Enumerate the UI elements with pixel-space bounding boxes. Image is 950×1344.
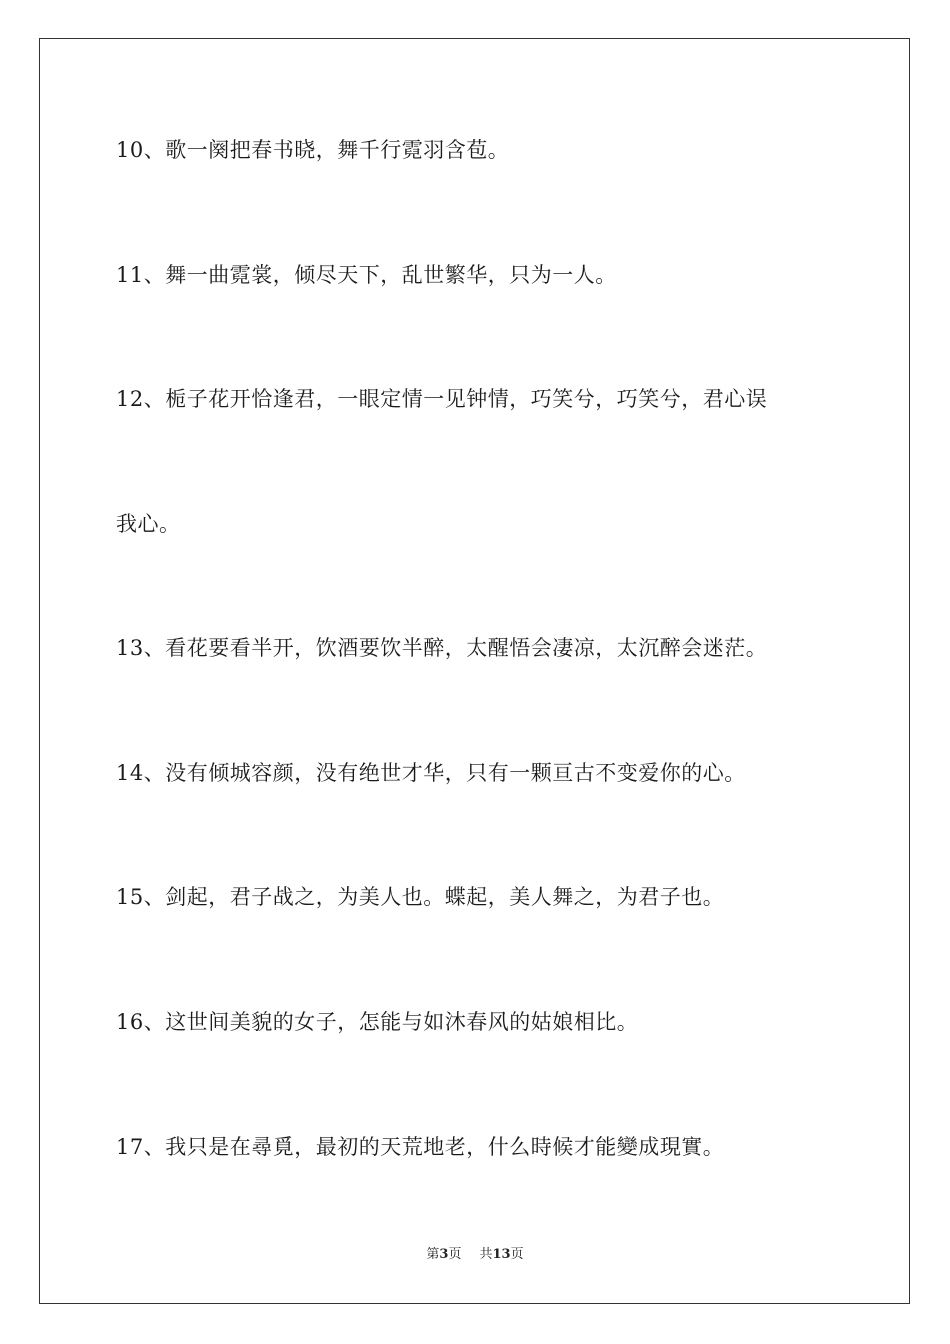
total-pages: 13 xyxy=(492,1247,511,1262)
page-prefix: 第 xyxy=(426,1247,440,1262)
total-suffix: 页 xyxy=(510,1247,524,1262)
text-line-11: 11、舞一曲霓裳，倾尽天下，乱世繁华，只为一人。 xyxy=(116,263,617,287)
text-line-10: 10、歌一阕把春书晓，舞千行霓羽含苞。 xyxy=(116,138,510,162)
text-line-13: 13、看花要看半开，饮酒要饮半醉，太醒悟会凄凉，太沉醉会迷茫。 xyxy=(116,636,768,660)
page-footer xyxy=(0,1246,950,1264)
text-line-15: 15、剑起，君子战之，为美人也。蝶起，美人舞之，为君子也。 xyxy=(116,885,725,909)
text-line-16: 16、这世间美貌的女子，怎能与如沐春风的姑娘相比。 xyxy=(116,1010,639,1034)
total-prefix: 共 xyxy=(479,1247,493,1262)
page-number: 3 xyxy=(439,1247,449,1262)
page-suffix: 页 xyxy=(448,1247,462,1262)
text-line-14: 14、没有倾城容颜，没有绝世才华，只有一颗亘古不变爱你的心。 xyxy=(116,761,746,785)
page-frame xyxy=(39,38,910,1304)
text-line-12: 12、栀子花开恰逢君，一眼定情一见钟情，巧笑兮，巧笑兮，君心误 xyxy=(116,387,768,411)
text-line-12-continued: 我心。 xyxy=(116,512,181,536)
text-line-17: 17、我只是在尋覓，最初的天荒地老，什么時候才能變成現實。 xyxy=(116,1135,725,1159)
